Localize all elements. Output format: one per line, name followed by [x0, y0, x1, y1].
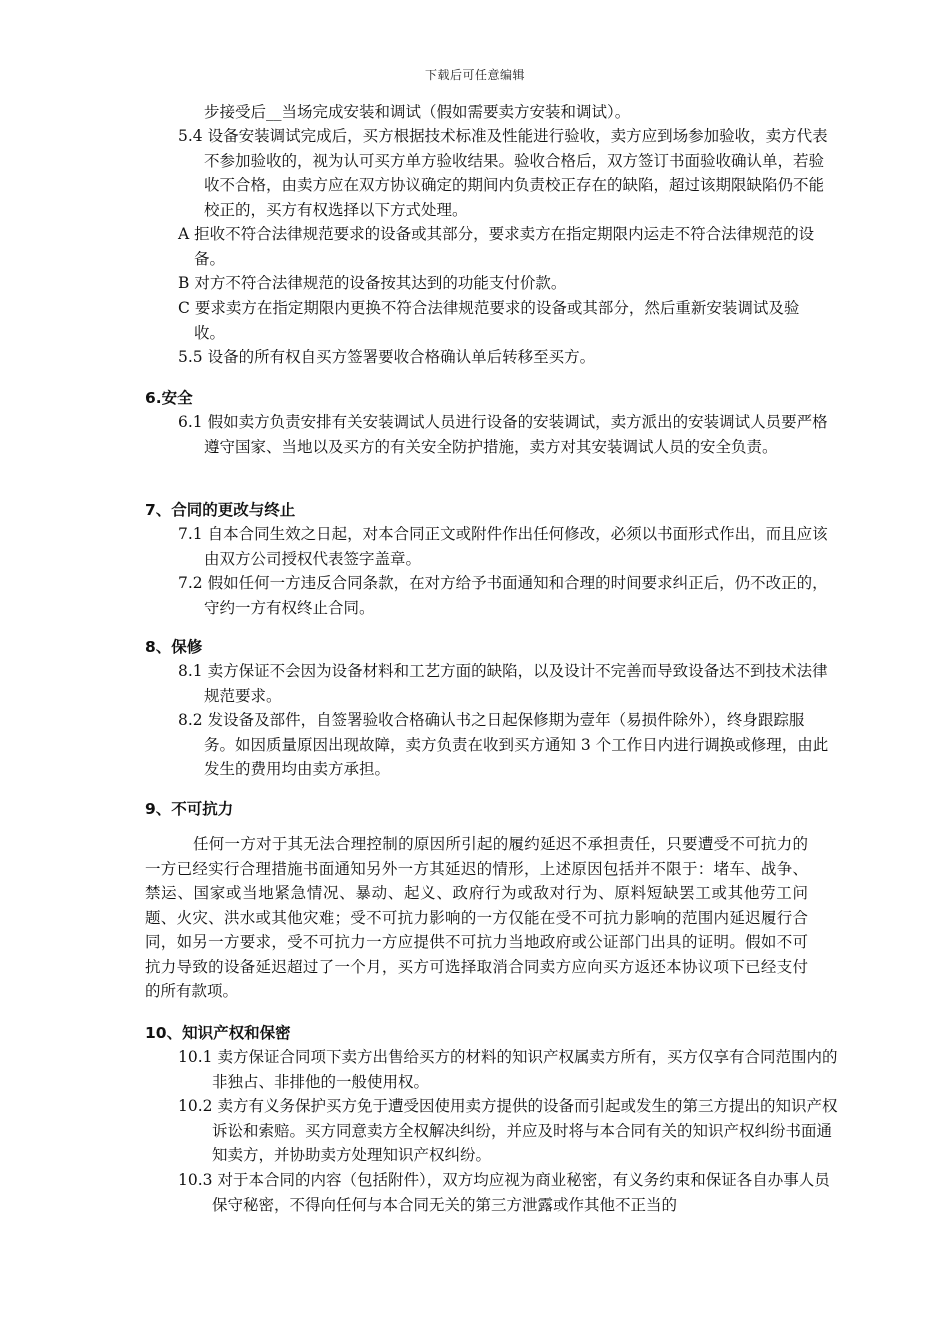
clause-5-a [178, 222, 824, 271]
clause-8-1 [178, 659, 834, 708]
clause-5-b [178, 271, 824, 296]
clause-number: 8.1 [178, 662, 203, 680]
continuation-line: 步接受后__当场完成安装和调试（假如需要卖方安装和调试）。 [204, 103, 631, 121]
clause-text: 自本合同生效之日起，对本合同正文或附件作出任何修改，必须以书面形式作出，而且应该由双方公司授权代表签字盖章。 [204, 525, 828, 568]
clause-5-4 [178, 124, 834, 222]
section-8-heading: 8、保修 [145, 638, 203, 656]
clause-text: 假如卖方负责安排有关安装调试人员进行设备的安装调试，卖方派出的安装调试人员要严格遵守国家、当地以及买方的有关安全防护措施，卖方对其安装调试人员的安全负责。 [204, 413, 828, 456]
clause-number: 5.5 [178, 348, 203, 366]
clause-number: 7.2 [178, 574, 203, 592]
clause-text: 卖方保证合同项下卖方出售给买方的材料的知识产权属卖方所有，买方仅享有合同范围内的非独占、非排他的一般使用权。 [212, 1048, 838, 1091]
clause-7-1 [178, 522, 834, 571]
clause-10-1 [178, 1045, 842, 1094]
section-10-heading: 10、知识产权和保密 [145, 1024, 291, 1042]
clause-number: 10.1 [178, 1048, 213, 1066]
clause-10-2 [178, 1094, 842, 1168]
clause-text: 对方不符合法律规范的设备按其达到的功能支付价款。 [194, 274, 567, 292]
clause-number: 7.1 [178, 525, 203, 543]
clause-number: C [178, 299, 190, 317]
clause-6-1 [178, 410, 834, 459]
clause-number: B [178, 274, 190, 292]
clause-text: 假如任何一方违反合同条款，在对方给予书面通知和合理的时间要求纠正后，仍不改正的，守约一方有权终止合同。 [204, 574, 828, 617]
clause-text: 发设备及部件，自签署验收合格确认书之日起保修期为壹年（易损件除外），终身跟踪服务。如因质量原因出现故障，卖方负责在收到买方通知 3 个工作日内进行调换或修理，由此发生的费用均由卖方承担。 [204, 711, 829, 778]
clause-5-5 [178, 345, 834, 370]
clause-8-2 [178, 708, 834, 782]
clause-text: 要求卖方在指定期限内更换不符合法律规范要求的设备或其部分，然后重新安装调试及验收。 [194, 299, 800, 342]
page-header: 下载后可任意编辑 [424, 68, 525, 82]
clause-text: 卖方有义务保护买方免于遭受因使用卖方提供的设备而引起或发生的第三方提出的知识产权诉讼和索赔。买方同意卖方全权解决纠纷，并应及时将与本合同有关的知识产权纠纷书面通知卖方，并协助卖方处理知识产权纠纷。 [212, 1097, 838, 1164]
clause-number: 8.2 [178, 711, 203, 729]
clause-7-2 [178, 571, 834, 620]
clause-text: 卖方保证不会因为设备材料和工艺方面的缺陷，以及设计不完善而导致设备达不到技术法律规范要求。 [204, 662, 828, 705]
clause-10-3 [178, 1168, 842, 1217]
force-majeure-paragraph: 任何一方对于其无法合理控制的原因所引起的履约延迟不承担责任，只要遭受不可抗力的一方已经实行合理措施书面通知另外一方其延迟的情形，上述原因包括并不限于：堵车、战争、禁运、国家或当地紧急情况、暴动、起义、政府行为或敌对行为、原料短缺罢工或其他劳工问题、火灾、洪水或其他灾难；受不可抗力影响的一方仅能在受不可抗力影响的范围内延迟履行合同，如另一方要求，受不可抗力一方应提供不可抗力当地政府或公证部门出具的证明。假如不可抗力导致的设备延迟超过了一个月，买方可选择取消合同卖方应向买方返还本协议项下已经支付的所有款项。 [145, 835, 808, 1000]
clause-number: 10.3 [178, 1171, 213, 1189]
section-7-heading: 7、合同的更改与终止 [145, 501, 296, 519]
clause-text: 对于本合同的内容（包括附件），双方均应视为商业秘密，有义务约束和保证各自办事人员保守秘密，不得向任何与本合同无关的第三方泄露或作其他不正当的 [212, 1171, 830, 1214]
clause-5-c [178, 296, 824, 345]
clause-number: 6.1 [178, 413, 203, 431]
clause-number: 5.4 [178, 127, 203, 145]
clause-text: 设备的所有权自买方签署要收合格确认单后转移至买方。 [207, 348, 596, 366]
clause-text: 设备安装调试完成后，买方根据技术标准及性能进行验收，卖方应到场参加验收，卖方代表不参加验收的，视为认可买方单方验收结果。验收合格后，双方签订书面验收确认单，若验收不合格，由卖方应在双方协议确定的期间内负责校正存在的缺陷，超过该期限缺陷仍不能校正的，买方有权选择以下方式处理。 [204, 127, 828, 219]
clause-text: 拒收不符合法律规范要求的设备或其部分，要求卖方在指定期限内运走不符合法律规范的设备。 [194, 225, 815, 268]
section-9-heading: 9、不可抗力 [145, 800, 234, 818]
clause-number: A [178, 225, 190, 243]
clause-number: 10.2 [178, 1097, 213, 1115]
section-6-heading: 6.安全 [145, 389, 193, 407]
